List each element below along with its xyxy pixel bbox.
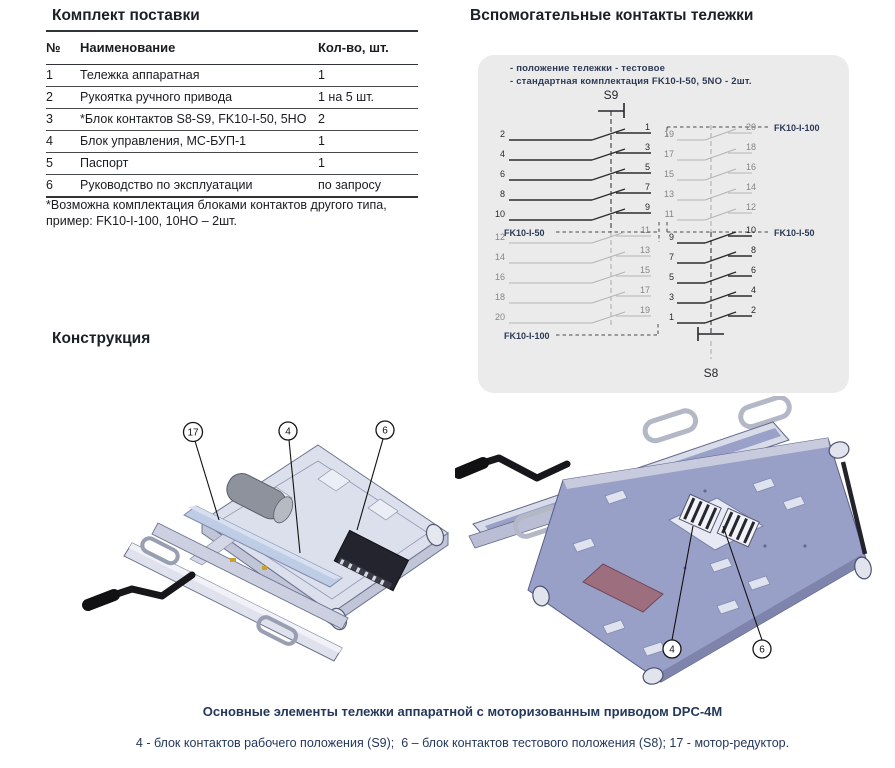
contact-terminal-number: 5	[668, 272, 674, 282]
crank-grip	[88, 595, 114, 605]
contact-terminal-number: 10	[745, 225, 756, 235]
contact-terminal-number: 17	[639, 285, 650, 295]
contact-terminal-number: 13	[663, 189, 674, 199]
callout-4-number: 4	[285, 426, 291, 438]
fk-label-left-bottom: FK10-I-100	[504, 331, 550, 341]
table-header-cell: №	[46, 31, 80, 65]
table-cell: 1	[318, 131, 418, 153]
table-cell: Блок управления, МС-БУП-1	[80, 131, 318, 153]
gold-contact	[230, 558, 236, 562]
table-row	[46, 153, 418, 175]
contact-terminal-number: 14	[745, 182, 756, 192]
contact-terminal-number: 16	[745, 162, 756, 172]
fk-label-left-mid: FK10-I-50	[504, 228, 545, 238]
construction-title: Конструкция	[52, 330, 151, 347]
contact-terminal-number: 6	[750, 265, 756, 275]
contact-terminal-number: 9	[644, 202, 650, 212]
table-row	[46, 87, 418, 109]
rail-handle	[643, 408, 699, 443]
contact-terminal-number: 15	[639, 265, 650, 275]
table-cell: 1	[46, 65, 80, 87]
table-cell: 2	[318, 109, 418, 131]
contact-terminal-number: 6	[499, 169, 505, 179]
table-row	[46, 131, 418, 153]
table-row	[46, 175, 418, 198]
contact-terminal-number: 12	[745, 202, 756, 212]
table-row	[46, 109, 418, 131]
table-cell: 2	[46, 87, 80, 109]
trolley-bottom-view-figure	[455, 396, 875, 696]
figure-caption-legend: 4 - блок контактов рабочего положения (S9); 6 – блок контактов тестового положения (S8); 17 - мотор-редуктор.	[135, 736, 790, 750]
schematic-note-1: - положение тележки - тестовое	[510, 63, 666, 74]
contact-terminal-number: 19	[663, 129, 674, 139]
contact-terminal-number: 7	[644, 182, 650, 192]
contact-terminal-number: 20	[494, 312, 505, 322]
footnote-line-1: *Возможна комплектация блоками контактов другого типа,	[46, 198, 387, 212]
callout-4-number: 4	[669, 644, 675, 656]
contact-terminal-number: 7	[668, 252, 674, 262]
contact-terminal-number: 12	[494, 232, 505, 242]
table-cell: по запросу	[318, 175, 418, 198]
callout-17-number: 17	[187, 427, 199, 439]
table-cell: Тележка аппаратная	[80, 65, 318, 87]
table-footnote	[46, 198, 428, 229]
table-cell: 1	[318, 65, 418, 87]
table-cell: *Блок контактов S8-S9, FK10-I-50, 5НО	[80, 109, 318, 131]
contact-terminal-number: 2	[750, 305, 756, 315]
gold-contact	[262, 566, 267, 570]
callout-6-number: 6	[759, 644, 765, 656]
table-header-cell: Наименование	[80, 31, 318, 65]
contact-terminal-number: 9	[668, 232, 674, 242]
contact-terminal-number: 8	[499, 189, 505, 199]
contact-terminal-number: 20	[745, 122, 756, 132]
contact-terminal-number: 11	[640, 225, 650, 235]
contact-terminal-number: 14	[494, 252, 505, 262]
schematic-note-2: - стандартная комплектация FK10-I-50, 5NO - 2шт.	[510, 76, 752, 87]
table-cell: 5	[46, 153, 80, 175]
trolley-top-view-figure	[80, 403, 450, 693]
callout-6-number: 6	[382, 425, 388, 437]
s9-label: S9	[603, 88, 619, 102]
table-header-cell: Кол-во, шт.	[318, 31, 418, 65]
table-cell: 6	[46, 175, 80, 198]
contact-terminal-number: 18	[745, 142, 756, 152]
contact-terminal-number: 1	[644, 122, 650, 132]
contact-terminal-number: 19	[639, 305, 650, 315]
table-cell: 4	[46, 131, 80, 153]
contact-terminal-number: 1	[668, 312, 674, 322]
contact-terminal-number: 4	[750, 285, 756, 295]
figure-caption-title: Основные элементы тележки аппаратной с моторизованным приводом DPC-4M	[202, 704, 723, 719]
delivery-title: Комплект поставки	[52, 7, 200, 24]
s8-label: S8	[703, 366, 719, 380]
contact-terminal-number: 8	[750, 245, 756, 255]
contact-terminal-number: 13	[639, 245, 650, 255]
table-cell: 3	[46, 109, 80, 131]
contact-terminal-number: 10	[494, 209, 505, 219]
table-cell: Рукоятка ручного привода	[80, 87, 318, 109]
footnote-line-2: пример: FK10-I-100, 10НО – 2шт.	[46, 213, 237, 228]
contacts-schematic	[478, 55, 849, 393]
contact-terminal-number: 2	[499, 129, 505, 139]
table-header-row	[46, 31, 418, 65]
table-cell: Паспорт	[80, 153, 318, 175]
contact-terminal-number: 4	[499, 149, 505, 159]
contact-terminal-number: 16	[494, 272, 505, 282]
contact-terminal-number: 18	[494, 292, 505, 302]
contact-terminal-number: 11	[664, 209, 674, 219]
contact-terminal-number: 17	[663, 149, 674, 159]
contact-terminal-number: 5	[644, 162, 650, 172]
table-cell: 1	[318, 153, 418, 175]
contact-terminal-number: 3	[668, 292, 674, 302]
fk-label-right-top: FK10-I-100	[774, 123, 820, 133]
schematic-panel	[478, 55, 849, 393]
delivery-table	[46, 30, 418, 198]
contact-terminal-number: 3	[644, 142, 650, 152]
table-row	[46, 65, 418, 87]
contact-terminal-number: 15	[663, 169, 674, 179]
aux-contacts-title: Вспомогательные контакты тележки	[470, 7, 754, 24]
table-cell: 1 на 5 шт.	[318, 87, 418, 109]
contact-rows	[495, 122, 756, 323]
table-cell: Руководство по эксплуатации	[80, 175, 318, 198]
plate-underside	[528, 438, 867, 682]
crank-grip	[459, 463, 483, 473]
fk-label-right-mid: FK10-I-50	[774, 228, 815, 238]
